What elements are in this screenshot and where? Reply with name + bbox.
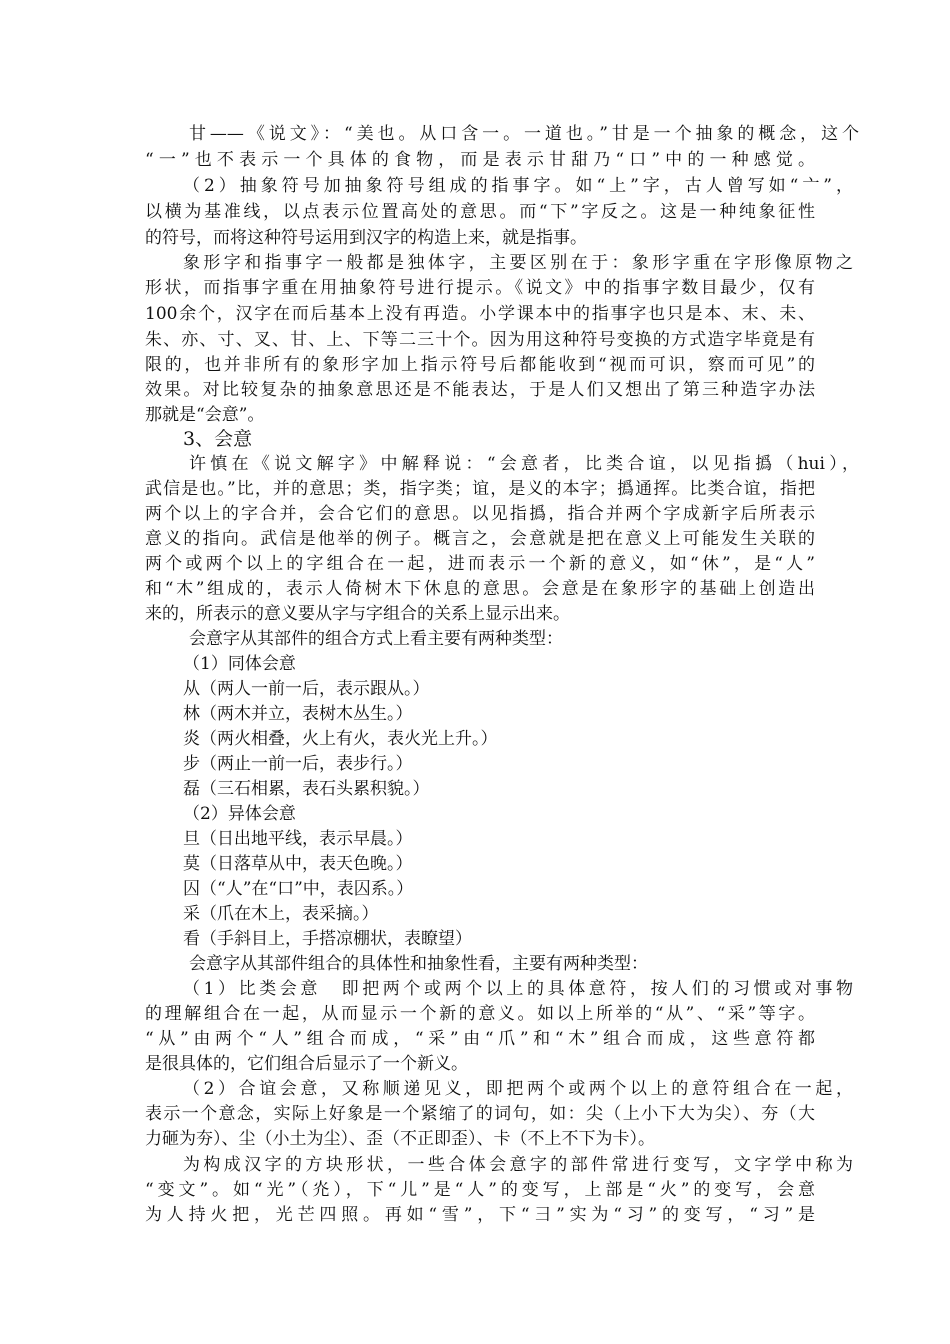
paragraph-line: 的符号，而将这种符号运用到汉字的构造上来，就是指事。: [145, 228, 587, 248]
list-item: 采（爪在木上，表采摘。）: [183, 904, 379, 924]
paragraph-line: 两个或两个以上的字组合在一起，进而表示一个新的意义，如“休”，是“人”: [145, 554, 815, 574]
paragraph-line: 的理解组合在一起，从而显示一个新的意义。如以上所举的“从”、“采”等字。: [145, 1004, 815, 1024]
paragraph-line: 武信是也。”比，并的意思；类，指字类；谊，是义的本字；撝通挥。比类合谊，指把: [145, 479, 815, 499]
list-heading: （1）同体会意: [183, 654, 296, 674]
paragraph-line: 会意字从其部件组合的具体性和抽象性看，主要有两种类型：: [189, 954, 648, 974]
paragraph-line: 为人持火把，光芒四照。再如“雪”，下“彐”实为“习”的变写，“习”是: [145, 1205, 815, 1225]
paragraph-line: “变文”。如“光”（灮），下“儿”是“人”的变写，上部是“火”的变写，会意: [145, 1180, 815, 1200]
paragraph-line: 形状，而指事字重在用抽象符号进行提示。《说文》中的指事字数目最少，仅有: [145, 278, 815, 298]
list-item: 林（两木并立，表树木丛生。）: [183, 704, 413, 724]
paragraph-line: 力砸为夯）、尘（小土为尘）、歪（不正即歪）、卡（不上不下为卡）。: [145, 1129, 655, 1149]
list-item: 从（两人一前一后，表示跟从。）: [183, 679, 430, 699]
section-heading: 3、会意: [183, 428, 253, 450]
list-item: 莫（日落草从中，表天色晚。）: [183, 854, 413, 874]
paragraph-line: （2）合谊会意，又称顺递见义，即把两个或两个以上的意符组合在一起，: [183, 1079, 853, 1099]
list-item: 看（手斜目上，手搭凉棚状，表瞭望）: [183, 929, 472, 949]
paragraph-line: 许慎在《说文解字》中解释说：“会意者，比类合谊，以见指撝（hui），: [189, 454, 859, 474]
paragraph-line: （1）比类会意 即把两个或两个以上的具体意符，按人们的习惯或对事物: [183, 979, 853, 999]
list-item: 磊（三石相累，表石头累积貌。）: [183, 779, 430, 799]
list-item: 步（两止一前一后，表步行。）: [183, 754, 413, 774]
paragraph-line: 来的，所表示的意义要从字与字组合的关系上显示出来。: [145, 604, 570, 624]
paragraph-line: 以横为基准线，以点表示位置高处的意思。而“下”字反之。这是一种纯象征性: [145, 202, 815, 222]
paragraph-line: 朱、亦、寸、叉、甘、上、下等二三十个。因为用这种符号变换的方式造字毕竟是有: [145, 330, 815, 350]
paragraph-line: 100余个，汉字在而后基本上没有再造。小学课本中的指事字也只是本、末、未、: [145, 304, 815, 324]
list-heading: （2）异体会意: [183, 804, 296, 824]
list-item: 囚（“人”在“口”中，表囚系。）: [183, 879, 414, 899]
list-item: 旦（日出地平线，表示早晨。）: [183, 829, 413, 849]
paragraph-line: 和“木”组成的，表示人倚树木下休息的意思。会意是在象形字的基础上创造出: [145, 579, 815, 599]
paragraph-line: 限的，也并非所有的象形字加上指示符号后都能收到“视而可识，察而可见”的: [145, 355, 815, 375]
paragraph-line: 意义的指向。武信是他举的例子。概言之，会意就是把在意义上可能发生关联的: [145, 529, 815, 549]
paragraph-line: 为构成汉字的方块形状，一些合体会意字的部件常进行变写，文字学中称为: [183, 1155, 853, 1175]
paragraph-line: 会意字从其部件的组合方式上看主要有两种类型：: [189, 629, 563, 649]
paragraph-line: 效果。对比较复杂的抽象意思还是不能表达，于是人们又想出了第三种造字办法: [145, 380, 815, 400]
paragraph-line: “一”也不表示一个具体的食物，而是表示甘甜乃“口”中的一种感觉。: [145, 150, 815, 170]
paragraph-line: 两个以上的字合并，会合它们的意思。以见指撝，指合并两个字成新字后所表示: [145, 504, 815, 524]
list-item: 炎（两火相叠，火上有火，表火光上升。）: [183, 729, 498, 749]
paragraph-line: 是很具体的，它们组合后显示了一个新义。: [145, 1054, 468, 1074]
paragraph-line: （2）抽象符号加抽象符号组成的指事字。如“上”字，古人曾写如“亠”，: [183, 176, 853, 196]
paragraph-line: “从”由两个“人”组合而成，“采”由“爪”和“木”组合而成，这些意符都: [145, 1029, 815, 1049]
paragraph-line: 甘——《说文》：“美也。从口含一。一道也。”甘是一个抽象的概念，这个: [189, 124, 859, 144]
paragraph-line: 表示一个意念，实际上好象是一个紧缩了的词句，如：尖（上小下大为尖）、夯（大: [145, 1104, 815, 1124]
paragraph-line: 那就是“会意”。: [145, 405, 265, 425]
paragraph-line: 象形字和指事字一般都是独体字，主要区别在于：象形字重在字形像原物之: [183, 253, 853, 273]
